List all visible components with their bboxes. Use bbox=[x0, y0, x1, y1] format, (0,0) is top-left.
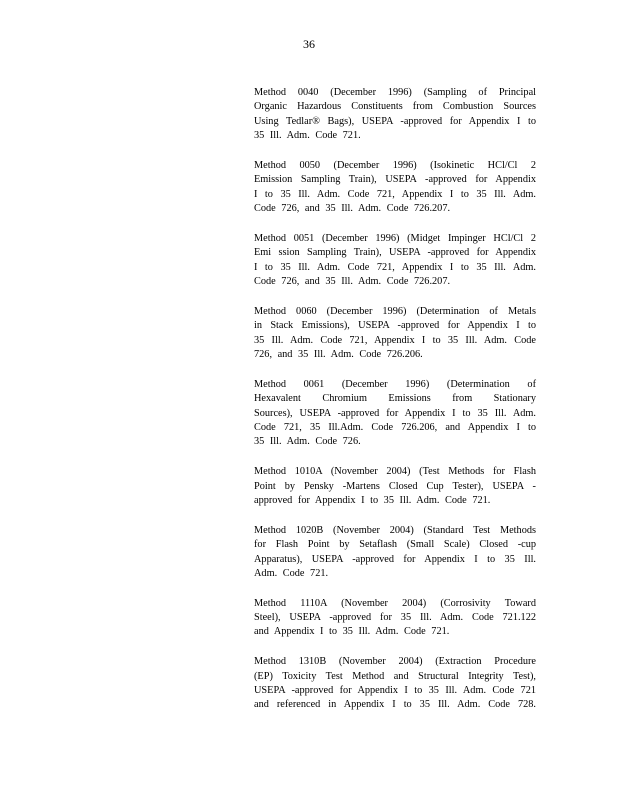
entry-line: 35 Ill. Adm. Code 721. bbox=[254, 130, 361, 142]
entry-line: Adm. Code 721. bbox=[254, 567, 329, 579]
entry-line: Method 0040 (December 1996) (Sampling of Principal bbox=[254, 87, 536, 98]
entry-line: Method 1110A (November 2004) (Corrosivity Toward bbox=[254, 597, 536, 609]
entry-line: approved for Appendix I to 35 Ill. Adm. Code 721. bbox=[254, 494, 491, 506]
entry-line: USEPA -approved for Appendix I to 35 Ill. Adm. Code 721 bbox=[254, 685, 536, 697]
method-entry-1010a bbox=[254, 465, 536, 508]
entry-line: 35 Ill. Adm. Code 726. bbox=[254, 436, 361, 448]
entry-line: Method 1310B (November 2004) (Extraction Procedure bbox=[254, 656, 536, 668]
entry-line: (EP) Toxicity Test Method and Structural Integrity Test), bbox=[254, 670, 536, 682]
entry-line: Apparatus), USEPA -approved for Appendix I to 35 Ill. bbox=[254, 553, 536, 565]
entry-line: Steel), USEPA -approved for 35 Ill. Adm. Code 721.122 bbox=[254, 612, 536, 624]
entry-line: Hexavalent Chromium Emissions from Stationary bbox=[254, 393, 536, 405]
method-entry-0050 bbox=[254, 159, 536, 217]
entry-line: in Stack Emissions), USEPA -approved for Appendix I to bbox=[254, 320, 536, 332]
entry-line: Emi ssion Sampling Train), USEPA -approved for Appendix bbox=[254, 247, 536, 259]
method-entry-1110a bbox=[254, 597, 536, 640]
entry-line: 35 Ill. Adm. Code 721, Appendix I to 35 Ill. Adm. Code bbox=[254, 334, 536, 346]
method-entry-0061 bbox=[254, 378, 536, 450]
entry-line: Using Tedlar® Bags), USEPA -approved for Appendix I to bbox=[254, 115, 536, 127]
entry-line: Organic Hazardous Constituents from Combustion Sources bbox=[254, 101, 536, 113]
method-entry-0040 bbox=[254, 86, 536, 144]
entry-line: I to 35 Ill. Adm. Code 721, Appendix I to 35 Ill. Adm. bbox=[254, 188, 536, 200]
entry-line: Point by Pensky -Martens Closed Cup Tester), USEPA - bbox=[254, 480, 536, 492]
entry-line: Code 726, and 35 Ill. Adm. Code 726.207. bbox=[254, 203, 451, 215]
method-entry-1310b bbox=[254, 655, 536, 713]
page-number: 36 bbox=[303, 37, 315, 51]
method-entry-1020b bbox=[254, 524, 536, 582]
entry-line: 726, and 35 Ill. Adm. Code 726.206. bbox=[254, 349, 423, 361]
entry-line: Sources), USEPA -approved for Appendix I to 35 Ill. Adm. bbox=[254, 407, 536, 419]
method-entry-0060 bbox=[254, 305, 536, 363]
entry-line: Code 726, and 35 Ill. Adm. Code 726.207. bbox=[254, 276, 451, 288]
entry-line: Method 0051 (December 1996) (Midget Impinger HCl/Cl 2 bbox=[254, 232, 536, 244]
entry-line: for Flash Point by Setaflash (Small Scale) Closed -cup bbox=[254, 539, 536, 551]
entry-line: and Appendix I to 35 Ill. Adm. Code 721. bbox=[254, 626, 450, 638]
method-list bbox=[254, 86, 536, 728]
entry-line: Method 0061 (December 1996) (Determination of bbox=[254, 378, 536, 390]
entry-line: and referenced in Appendix I to 35 Ill. Adm. Code 728. bbox=[254, 699, 536, 711]
entry-line: Method 0060 (December 1996) (Determination of Metals bbox=[254, 305, 536, 317]
entry-line: Method 1010A (November 2004) (Test Methods for Flash bbox=[254, 466, 536, 478]
entry-line: Method 0050 (December 1996) (Isokinetic HCl/Cl 2 bbox=[254, 159, 536, 171]
entry-line: Emission Sampling Train), USEPA -approved for Appendix bbox=[254, 174, 536, 186]
entry-line: I to 35 Ill. Adm. Code 721, Appendix I to 35 Ill. Adm. bbox=[254, 261, 536, 273]
entry-line: Method 1020B (November 2004) (Standard Test Methods bbox=[254, 524, 536, 536]
method-entry-0051 bbox=[254, 232, 536, 290]
entry-line: Code 721, 35 Ill.Adm. Code 726.206, and Appendix I to bbox=[254, 421, 536, 433]
